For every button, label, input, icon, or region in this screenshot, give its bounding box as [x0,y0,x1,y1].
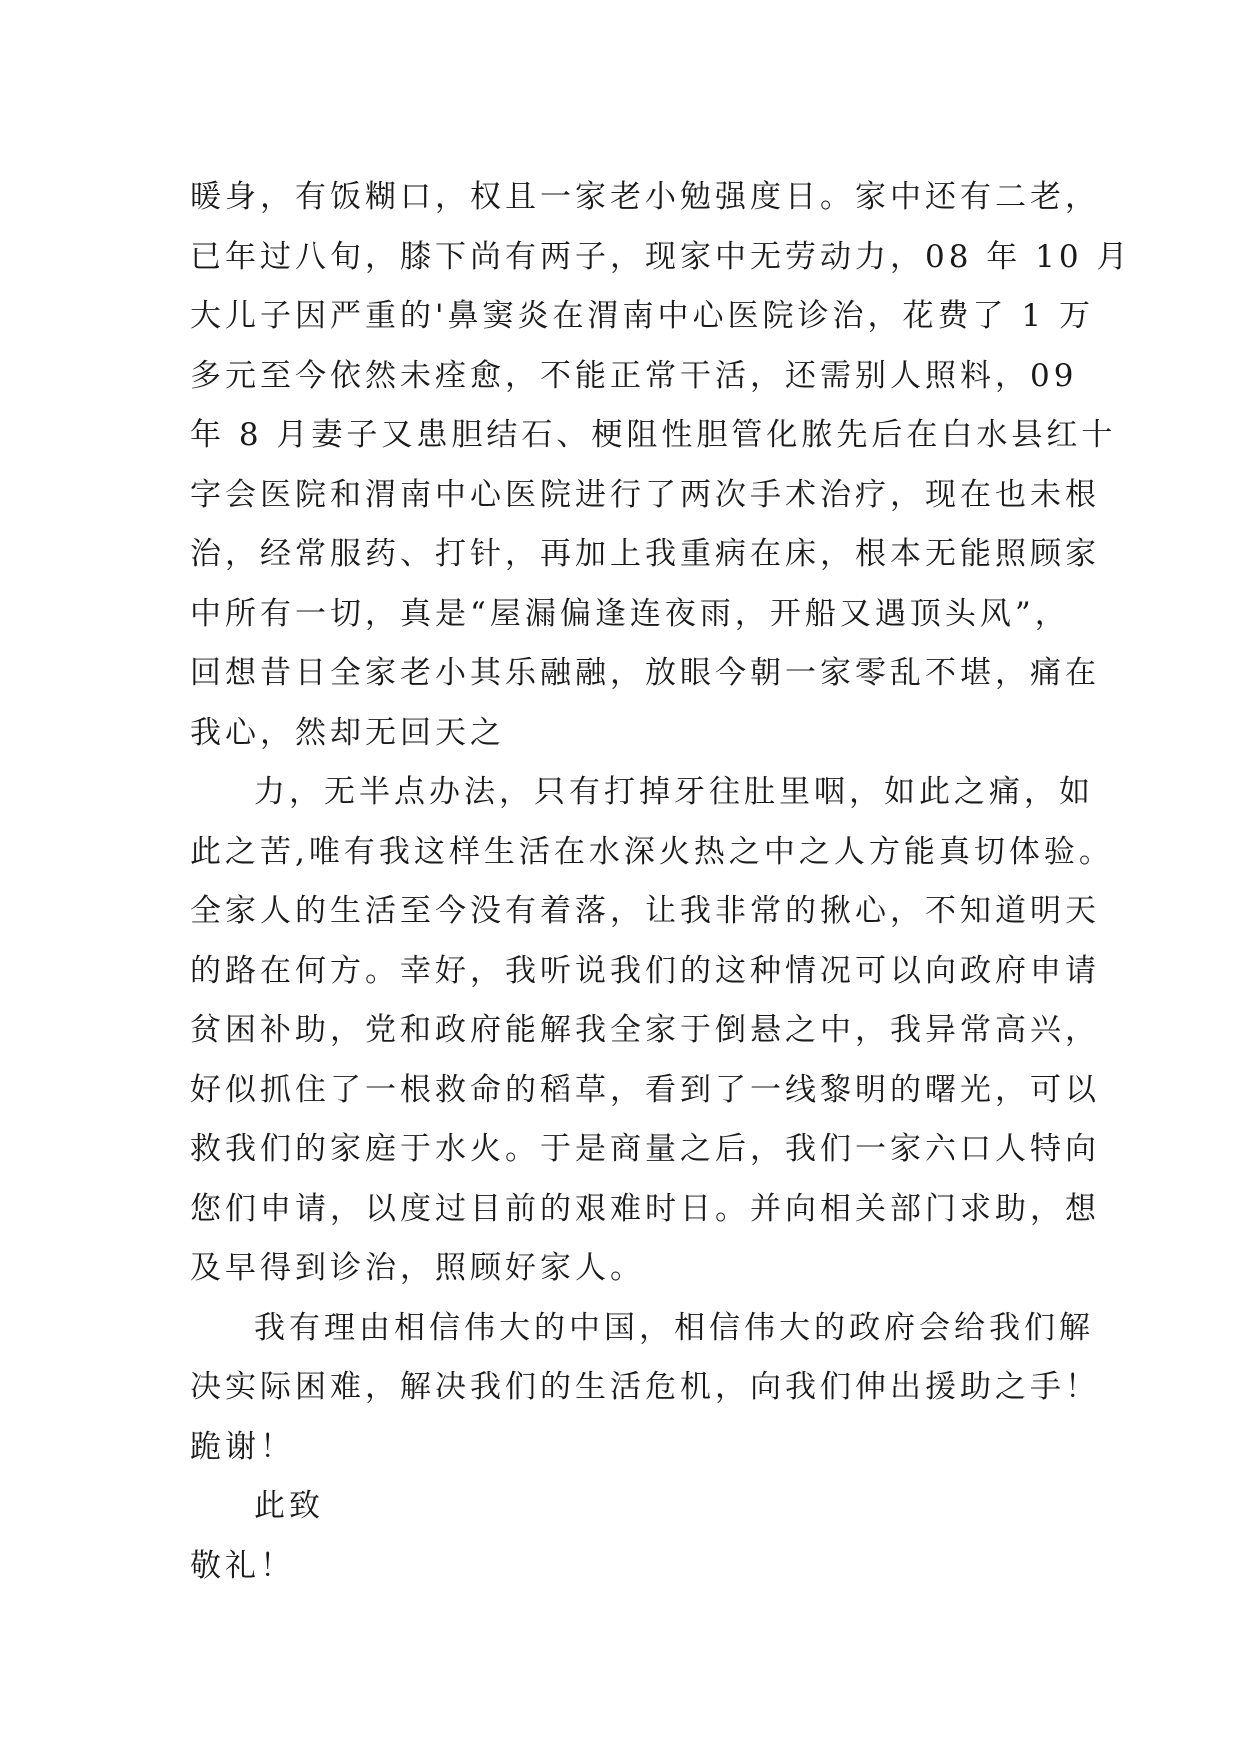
text-line: 治，经常服药、打针，再加上我重病在床，根本无能照顾家 [190,536,1100,572]
text-line: 及早得到诊治，照顾好家人。 [190,1250,645,1286]
closing-regards: 敬礼！ [190,1547,295,1584]
text-line: 贫困补助，党和政府能解我全家于倒悬之中，我异常高兴， [190,1012,1100,1048]
paragraph-start-line: 力，无半点办法，只有打掉牙往肚里咽，如此之痛，如 [254,774,1094,810]
text-line: 回想昔日全家老小其乐融融，放眼今朝一家零乱不堪，痛在 [190,655,1100,691]
text-line: 全家人的生活至今没有着落，让我非常的揪心，不知道明天 [190,893,1100,929]
text-line: 好似抓住了一根救命的稻草，看到了一线黎明的曙光，可以 [190,1071,1100,1108]
text-line: 中所有一切，真是“屋漏偏逢连夜雨，开船又遇顶头风”， [190,595,1070,632]
text-line: 此之苦,唯有我这样生活在水深火热之中之人方能真切体验。 [190,833,1114,870]
text-line: 年 8 月妻子又患胆结石、梗阻性胆管化脓先后在白水县红十 [190,417,1117,453]
text-line: 跪谢！ [190,1428,295,1465]
letter-body [190,168,1132,1596]
closing-salutation: 此致 [254,1488,324,1524]
text-line: 字会医院和渭南中心医院进行了两次手术治疗，现在也未根 [190,476,1100,513]
text-line: 我心，然却无回天之 [190,714,505,751]
text-line: 多元至今依然未痊愈，不能正常干活，还需别人照料，09 [190,357,1078,394]
text-line: 您们申请，以度过目前的艰难时日。并向相关部门求助，想 [190,1190,1100,1227]
paragraph-start-line: 我有理由相信伟大的中国，相信伟大的政府会给我们解 [254,1309,1094,1346]
text-line: 救我们的家庭于水火。于是商量之后，我们一家六口人特向 [190,1131,1100,1167]
text-line: 暖身，有饭糊口，权且一家老小勉强度日。家中还有二老， [190,179,1100,215]
text-line: 决实际困难，解决我们的生活危机，向我们伸出援助之手！ [190,1369,1100,1405]
text-line: 大儿子因严重的'鼻窦炎在渭南中心医院诊治，花费了 1 万 [190,298,1094,334]
text-line: 的路在何方。幸好，我听说我们的这种情况可以向政府申请 [190,952,1100,989]
text-line: 已年过八旬，膝下尚有两子，现家中无劳动力，08 年 10 月 [190,238,1132,275]
